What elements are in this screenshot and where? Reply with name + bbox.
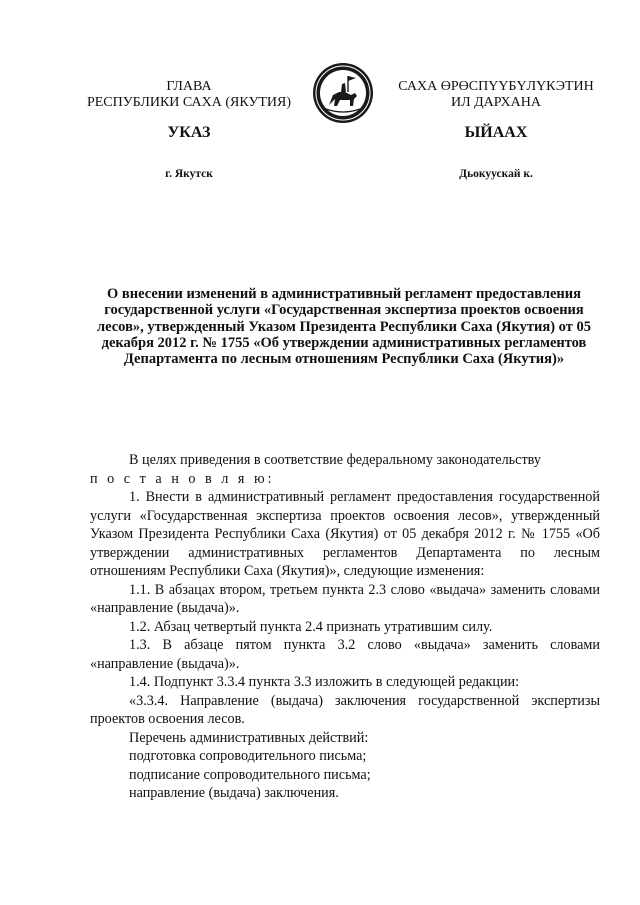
doc-type-left: УКАЗ	[167, 124, 211, 141]
paragraph-1-3: 1.3. В абзаце пятом пункта 3.2 слово «выдача» заменить словами «направление (выдача)».	[90, 637, 600, 672]
header-right-line2: ИЛ ДАРХАНА	[450, 95, 541, 110]
list-title: Перечень административных действий:	[129, 729, 369, 746]
city-left: г. Якутск	[165, 168, 213, 180]
paragraph-1-4: 1.4. Подпункт 3.3.4 пункта 3.3 изложить в следующей редакции:	[129, 674, 520, 690]
paragraph-1-2: 1.2. Абзац четвертый пункта 2.4 признать утратившим силу.	[129, 618, 493, 635]
paragraph-1-1: 1.1. В абзацах втором, третьем пункта 2.3 слово «выдача» заменить словами «направление (выдача)».	[90, 581, 600, 616]
list-item: направление (выдача) заключения.	[129, 785, 339, 801]
decree-word: п о с т а н о в л я ю:	[90, 470, 275, 487]
paragraph-3-3-4: «3.3.4. Направление (выдача) заключения государственной экспертизы проектов освоения лесов.	[90, 692, 600, 727]
header-right	[390, 79, 602, 111]
paragraph-1: 1. Внести в административный регламент предоставления государственной услуги «Государственная экспертиза проектов освоения лесов», утвержденный Указом Президента Республики Саха (Якутия) от 05 декабря 2012 г. № 1755 «Об утверждении административных регламентов Департамента по лесным отношениям Республики Саха (Якутия)», следующие изменения:	[90, 489, 600, 579]
list-item: подготовка сопроводительного письма;	[129, 748, 367, 764]
document-body	[90, 451, 600, 803]
list-item: подписание сопроводительного письма;	[129, 766, 371, 783]
header-left	[84, 79, 294, 111]
intro-paragraph: В целях приведения в соответствие федеральному законодательству	[129, 452, 541, 468]
coat-of-arms-horseman-icon	[312, 62, 374, 124]
doc-type-right: ЫЙААХ	[464, 124, 528, 141]
header-right-line1: САХА ӨРӨСПҮҮБҮЛҮКЭТИН	[398, 79, 594, 94]
header-left-line1: ГЛАВА	[166, 79, 212, 94]
city-right: Дьокуускай к.	[459, 168, 533, 180]
header-left-line2: РЕСПУБЛИКИ САХА (ЯКУТИЯ)	[86, 95, 292, 110]
document-title: О внесении изменений в административный регламент предоставления государственной услуги «Государственная экспертиза проектов освоения лесов», утвержденный Указом Президента Республики Саха (Якутия) от 05 декабря 2012 г. № 1755 «Об утверждении административных регламентов Департамента по лесным отношениям Республики Саха (Якутия)»	[97, 286, 591, 368]
